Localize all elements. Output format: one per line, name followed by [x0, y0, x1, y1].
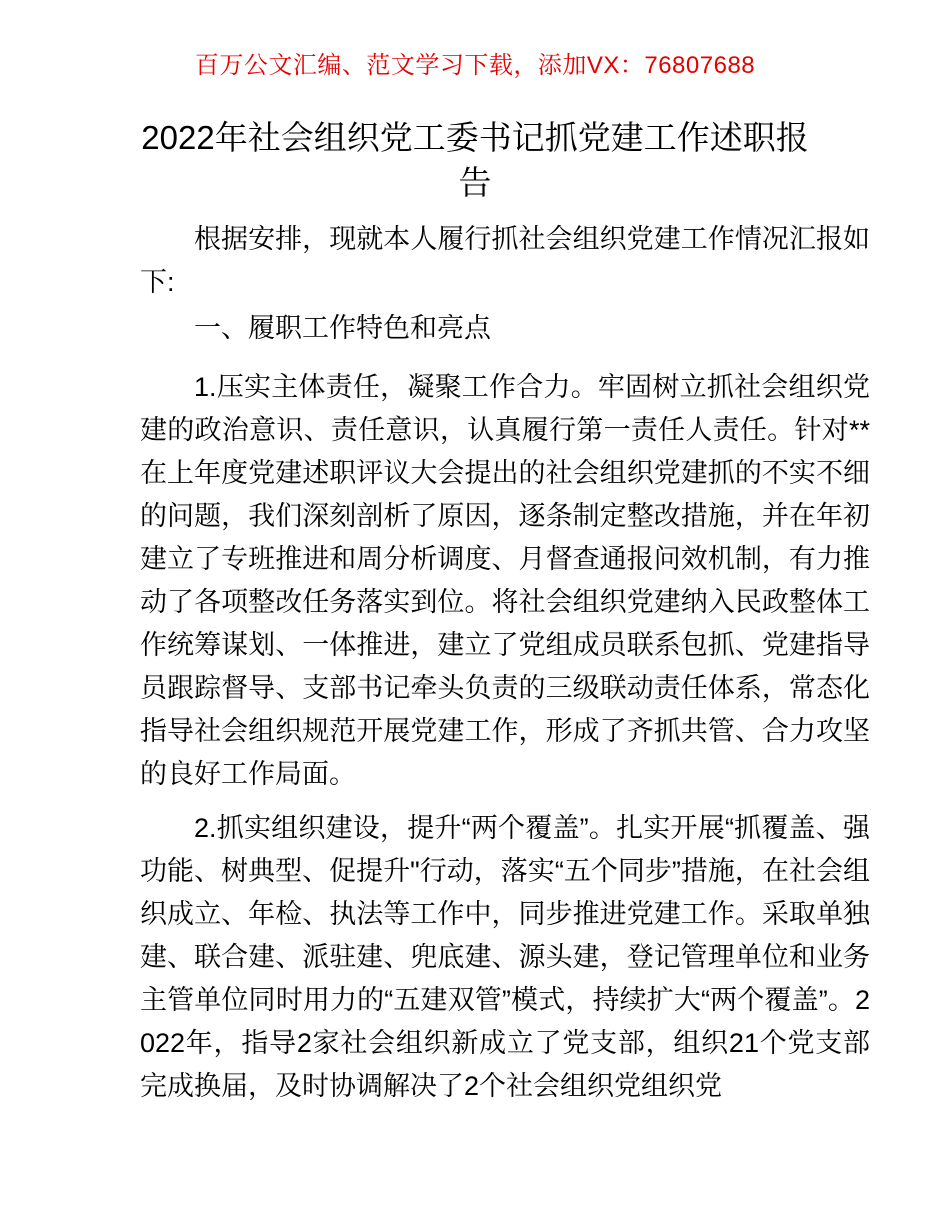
- paragraph-body-2: 2.抓实组织建设，提升“两个覆盖”。扎实开展“抓覆盖、强功能、树典型、促提升"行动，落实“五个同步”措施，在社会组织成立、年检、执法等工作中，同步推进党建工作。采取单独建、联合建、派驻建、兜底建、源头建，登记管理单位和业务主管单位同时用力的“五建双管”模式，持续扩大“两个覆盖”。2022年，指导2家社会组织新成立了党支部，组织21个党支部完成换届，及时协调解决了2个社会组织党组织党: [140, 813, 870, 1101]
- paragraph-body-1: 1.压实主体责任，凝聚工作合力。牢固树立抓社会组织党建的政治意识、责任意识，认真履行第一责任人责任。针对**在上年度党建述职评议大会提出的社会组织党建抓的不实不细的问题，我们深刻剖析了原因，逐条制定整改措施，并在年初建立了专班推进和周分析调度、月督查通报问效机制，有力推动了各项整改任务落实到位。将社会组织党建纳入民政整体工作统筹谋划、一体推进，建立了党组成员联系包抓、党建指导员跟踪督导、支部书记牵头负责的三级联动责任体系，常态化指导社会组织规范开展党建工作，形成了齐抓共管、合力攻坚的良好工作局面。: [140, 372, 870, 789]
- document-title: 2022年社会组织党工委书记抓党建工作述职报告: [141, 119, 809, 201]
- section-heading-1: 一、履职工作特色和亮点: [194, 313, 491, 343]
- document-body: [140, 218, 870, 1108]
- watermark-notice: 百万公文汇编、范文学习下载，添加VX：76807688: [194, 52, 756, 79]
- paragraph-intro: 根据安排，现就本人履行抓社会组织党建工作情况汇报如下:: [140, 224, 870, 297]
